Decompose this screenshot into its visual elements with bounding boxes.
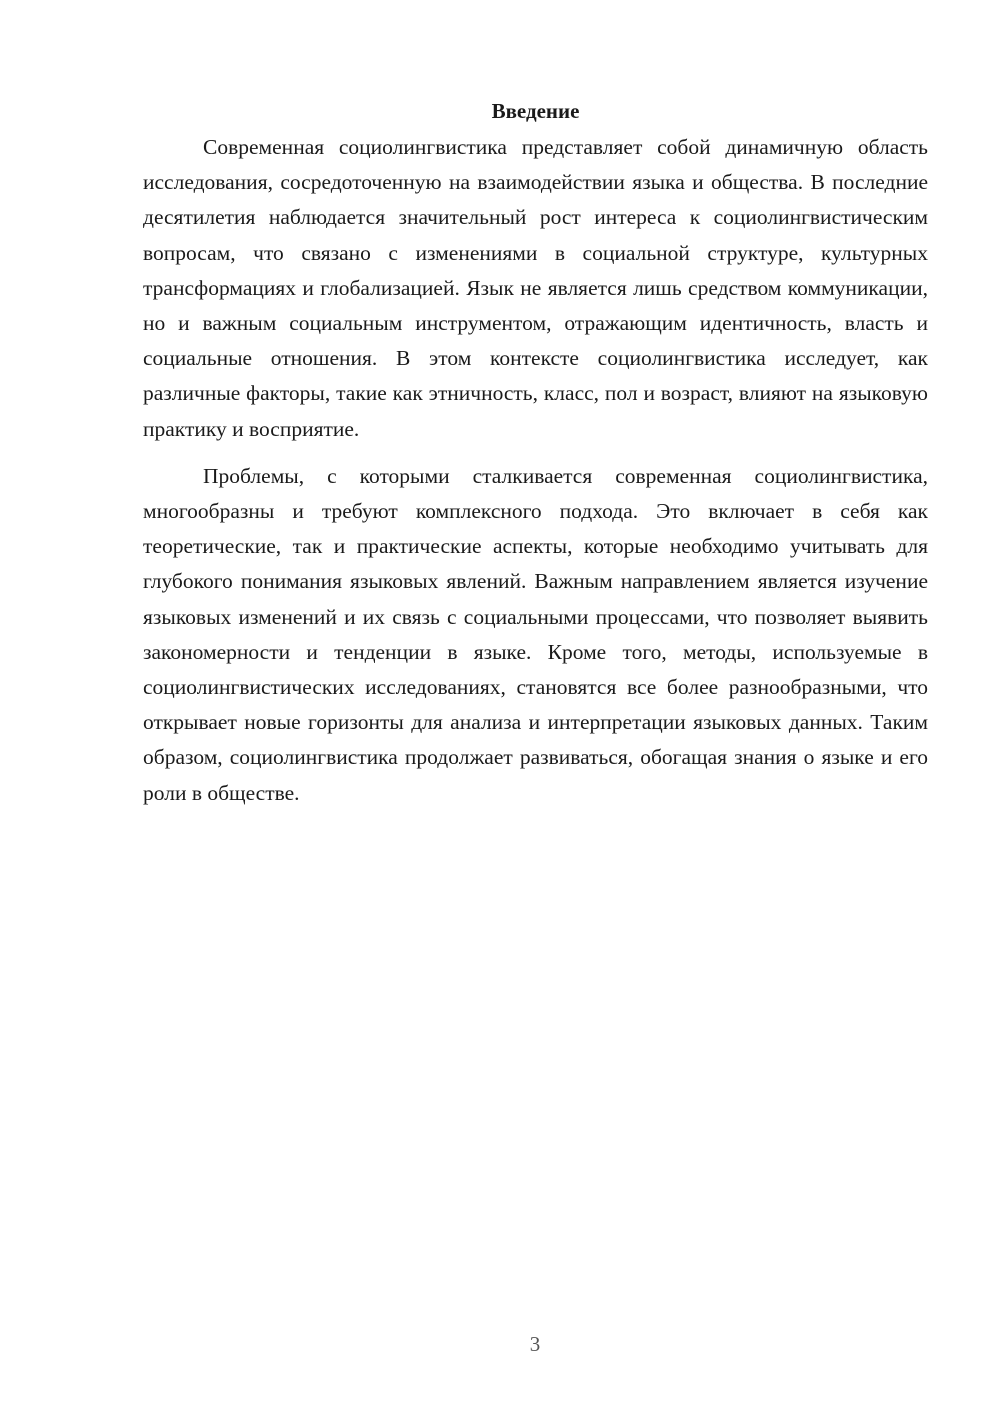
section-heading: Введение xyxy=(491,99,580,123)
page-number: 3 xyxy=(529,1332,541,1356)
paragraph-2: Проблемы, с которыми сталкивается современная социолингвистика, многообразны и требуют комплексного подхода. Это включает в себя как теоретические, так и практические аспекты, которые необходимо учитывать для глубокого понимания языковых явлений. Важным направлением является изучение языковых изменений и их связь с социальными процессами, что позволяет выявить закономерности и тенденции в языке. Кроме того, методы, используемые в социолингвистических исследованиях, становятся все более разнообразными, что открывает новые горизонты для анализа и интерпретации языковых данных. Таким образом, социолингвистика продолжает развиваться, обогащая знания о языке и его роли в обществе. xyxy=(143,463,928,805)
page-body xyxy=(143,96,928,811)
paragraph-1: Современная социолингвистика представляет собой динамичную область исследования, сосредоточенную на взаимодействии языка и общества. В последние десятилетия наблюдается значительный рост интереса к социолингвистическим вопросам, что связано с изменениями в социальной структуре, культурных трансформациях и глобализацией. Язык не является лишь средством коммуникации, но и важным социальным инструментом, отражающим идентичность, власть и социальные отношения. В этом контексте социолингвистика исследует, как различные факторы, такие как этничность, класс, пол и возраст, влияют на языковую практику и восприятие. xyxy=(143,135,928,441)
